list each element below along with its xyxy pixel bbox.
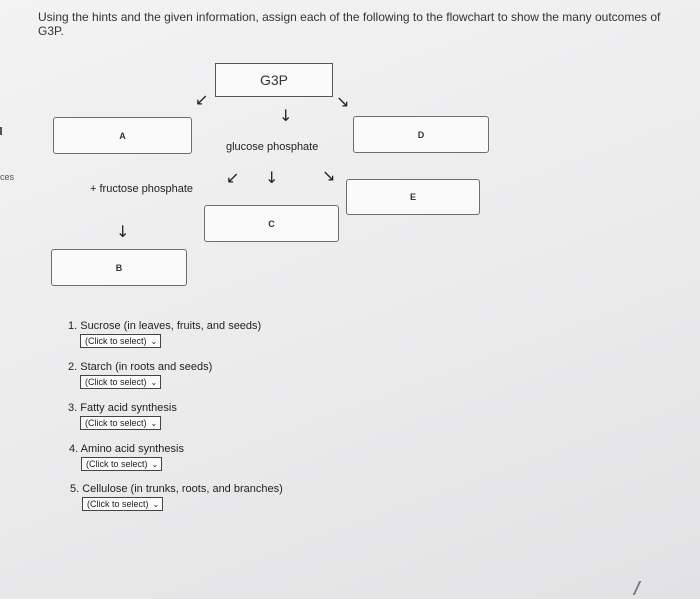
item-3-text: 3. Fatty acid synthesis	[68, 402, 177, 414]
item-5-select-value: (Click to select)	[87, 499, 149, 509]
item-1	[68, 320, 261, 348]
drop-box-a[interactable]: A	[53, 117, 192, 154]
item-3-select-value: (Click to select)	[85, 418, 147, 428]
item-3-select[interactable]	[80, 416, 161, 430]
arrow-glucose-to-fructose: ↙	[226, 168, 240, 187]
item-4-text: 4. Amino acid synthesis	[69, 443, 184, 455]
arrow-glucose-to-c: ↓	[265, 168, 279, 187]
fructose-phosphate-label: + fructose phosphate	[90, 183, 194, 195]
drop-box-d[interactable]: D	[353, 116, 489, 153]
chevron-down-icon: ⌄	[150, 336, 158, 346]
chevron-down-icon: ⌄	[150, 377, 158, 387]
item-5-select[interactable]	[82, 497, 163, 511]
arrow-glucose-to-e: ↘	[322, 166, 336, 185]
item-2	[68, 361, 212, 389]
left-edge-text: ces	[0, 172, 15, 182]
item-2-select[interactable]	[80, 375, 161, 389]
item-5	[70, 483, 283, 511]
item-2-select-value: (Click to select)	[85, 377, 147, 387]
glucose-phosphate-label: glucose phosphate	[226, 141, 319, 153]
chevron-down-icon: ⌄	[152, 499, 160, 509]
item-4-select-value: (Click to select)	[86, 459, 148, 469]
drop-box-e[interactable]: E	[346, 179, 480, 215]
item-4-select[interactable]	[81, 457, 162, 471]
chevron-down-icon: ⌄	[150, 418, 158, 428]
instructions: Using the hints and the given information, assign each of the following to the flowchart to show the many outcomes of G3P.	[38, 10, 661, 38]
chevron-down-icon: ⌄	[151, 459, 159, 469]
arrow-g3p-to-d: ↘	[336, 92, 350, 111]
drop-box-b[interactable]: B	[51, 249, 187, 286]
g3p-box: G3P	[215, 63, 333, 97]
item-5-text: 5. Cellulose (in trunks, roots, and branches)	[70, 483, 283, 495]
arrow-fructose-to-b: ↓	[116, 222, 130, 241]
arrow-g3p-to-glucose: ↓	[279, 106, 293, 125]
drop-box-c[interactable]: C	[204, 205, 339, 242]
arrow-g3p-to-a: ↙	[195, 90, 209, 109]
left-edge-tick	[0, 127, 2, 135]
item-1-select[interactable]	[80, 334, 161, 348]
item-4	[69, 443, 184, 471]
item-2-text: 2. Starch (in roots and seeds)	[68, 361, 213, 373]
item-1-select-value: (Click to select)	[85, 336, 147, 346]
item-1-text: 1. Sucrose (in leaves, fruits, and seeds)	[68, 320, 262, 332]
item-3	[68, 402, 177, 430]
cursor-mark	[621, 581, 642, 595]
